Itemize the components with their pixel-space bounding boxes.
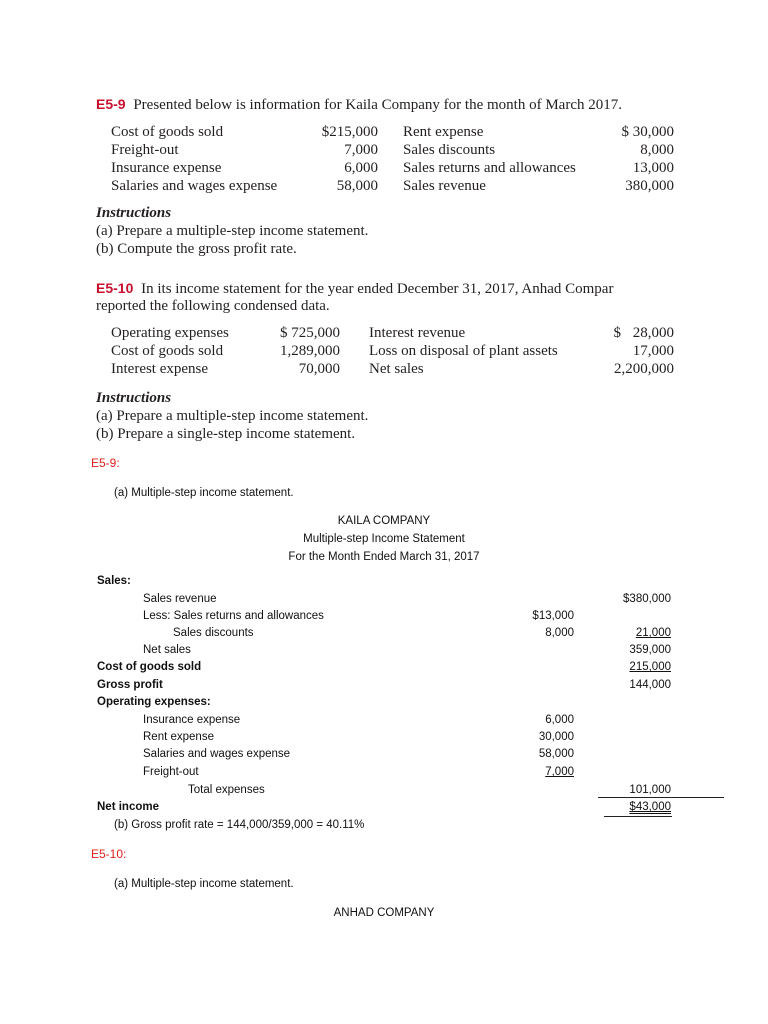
statement-row [0, 799, 768, 816]
statement-row [0, 712, 768, 729]
sales-revenue-value: $380,000 [623, 593, 671, 605]
sales-returns-label: Less: Sales returns and allowances [143, 610, 324, 622]
net-income-value: $43,000 [629, 801, 671, 813]
statement-row [0, 625, 768, 642]
cogs-value: 215,000 [629, 661, 671, 673]
sales-discounts-label: Sales discounts [173, 627, 254, 639]
statement-row [0, 677, 768, 694]
e59-instructions-title: Instructions [96, 205, 172, 221]
opex-item-label: Freight-out [143, 766, 199, 778]
e510-number: E5-10 [96, 280, 134, 296]
e59-right-value: 8,000 [640, 142, 674, 158]
statement-row [0, 573, 768, 590]
e59-left-value: $215,000 [321, 124, 378, 140]
opex-item-label: Rent expense [143, 731, 214, 743]
e59-left-label: Freight-out [111, 142, 179, 158]
opex-item-value: 6,000 [545, 714, 574, 726]
e59-right-label: Rent expense [403, 124, 484, 140]
sales-revenue-label: Sales revenue [143, 593, 217, 605]
e510-intro-line2: reported the following condensed data. [96, 298, 330, 314]
opex-item-value: 7,000 [545, 766, 574, 778]
e59-right-label: Sales returns and allowances [403, 160, 576, 176]
sales-discounts-value: 8,000 [545, 627, 574, 639]
e59-number: E5-9 [96, 96, 126, 112]
statement-company: KAILA COMPANY [337, 515, 431, 527]
e59-left-value: 58,000 [336, 178, 378, 194]
statement-row [0, 608, 768, 625]
net-sales-label: Net sales [143, 644, 191, 656]
total-expenses-value: 101,000 [629, 784, 671, 796]
statement-company-anhad: ANHAD COMPANY [333, 907, 435, 919]
e59-instruction-b: (b) Compute the gross profit rate. [96, 241, 297, 257]
statement-row [0, 642, 768, 659]
e59-right-value: 380,000 [625, 178, 674, 194]
statement-row [0, 591, 768, 608]
e59-left-label: Insurance expense [111, 160, 222, 176]
e59-intro: Presented below is information for Kaila Company for the month of March 2017. [133, 97, 622, 113]
statement-title: Multiple-step Income Statement [303, 533, 465, 545]
solution-e510-part-a: (a) Multiple-step income statement. [114, 878, 294, 890]
e510-instruction-a: (a) Prepare a multiple-step income statement. [96, 408, 369, 424]
e510-right-label: Net sales [369, 361, 424, 377]
e510-left-label: Operating expenses [111, 325, 229, 341]
e59-header [96, 95, 622, 114]
net-sales-value: 359,000 [629, 644, 671, 656]
e59-instruction-a: (a) Prepare a multiple-step income statement. [96, 223, 369, 239]
e59-right-value: 13,000 [632, 160, 674, 176]
e510-left-value: 70,000 [298, 361, 340, 377]
gross-profit-value: 144,000 [629, 679, 671, 691]
gross-profit-label: Gross profit [97, 679, 163, 691]
e510-right-value: 2,200,000 [614, 361, 674, 377]
e59-left-value: 7,000 [344, 142, 378, 158]
statement-row [0, 694, 768, 711]
statement-row [0, 659, 768, 676]
solution-e59-part-b: (b) Gross profit rate = 144,000/359,000 = 40.11% [114, 819, 365, 831]
e59-left-label: Salaries and wages expense [111, 178, 278, 194]
opex-item-label: Insurance expense [143, 714, 241, 726]
e59-left-label: Cost of goods sold [111, 124, 224, 140]
sales-label: Sales: [97, 575, 131, 587]
opex-label: Operating expenses: [97, 696, 211, 708]
e59-left-value: 6,000 [344, 160, 378, 176]
e510-instructions-title: Instructions [96, 390, 172, 406]
e59-right-label: Sales revenue [403, 178, 486, 194]
e510-left-value: 1,289,000 [280, 343, 340, 359]
e510-right-value: 17,000 [632, 343, 674, 359]
e510-right-label: Loss on disposal of plant assets [369, 343, 558, 359]
e510-intro-line1: In its income statement for the year ended December 31, 2017, Anhad Compar [141, 281, 614, 297]
statement-row [0, 729, 768, 746]
e510-instruction-b: (b) Prepare a single-step income statement. [96, 426, 356, 442]
statement-period: For the Month Ended March 31, 2017 [288, 551, 480, 563]
e59-right-value: $ 30,000 [621, 124, 674, 140]
statement-row [0, 746, 768, 763]
e510-left-label: Cost of goods sold [111, 343, 224, 359]
e510-right-label: Interest revenue [369, 325, 466, 341]
solution-e59-part-a: (a) Multiple-step income statement. [114, 487, 294, 499]
cogs-label: Cost of goods sold [97, 661, 202, 673]
opex-item-value: 30,000 [538, 731, 574, 743]
net-income-label: Net income [97, 801, 159, 813]
sales-deductions-total: 21,000 [635, 627, 671, 639]
statement-row [0, 764, 768, 781]
opex-item-value: 58,000 [538, 748, 574, 760]
sales-returns-value: $13,000 [532, 610, 574, 622]
solution-e59-heading: E5-9: [91, 456, 120, 470]
e59-right-label: Sales discounts [403, 142, 496, 158]
e510-header [96, 279, 613, 298]
e510-left-label: Interest expense [111, 361, 209, 377]
opex-item-label: Salaries and wages expense [143, 748, 291, 760]
net-income-rule [604, 816, 672, 817]
e510-left-value: $ 725,000 [280, 325, 340, 341]
solution-e510-heading: E5-10: [91, 847, 127, 861]
total-rule [598, 797, 724, 798]
total-expenses-label: Total expenses [188, 784, 265, 796]
e510-right-value: $ 28,000 [613, 325, 674, 341]
